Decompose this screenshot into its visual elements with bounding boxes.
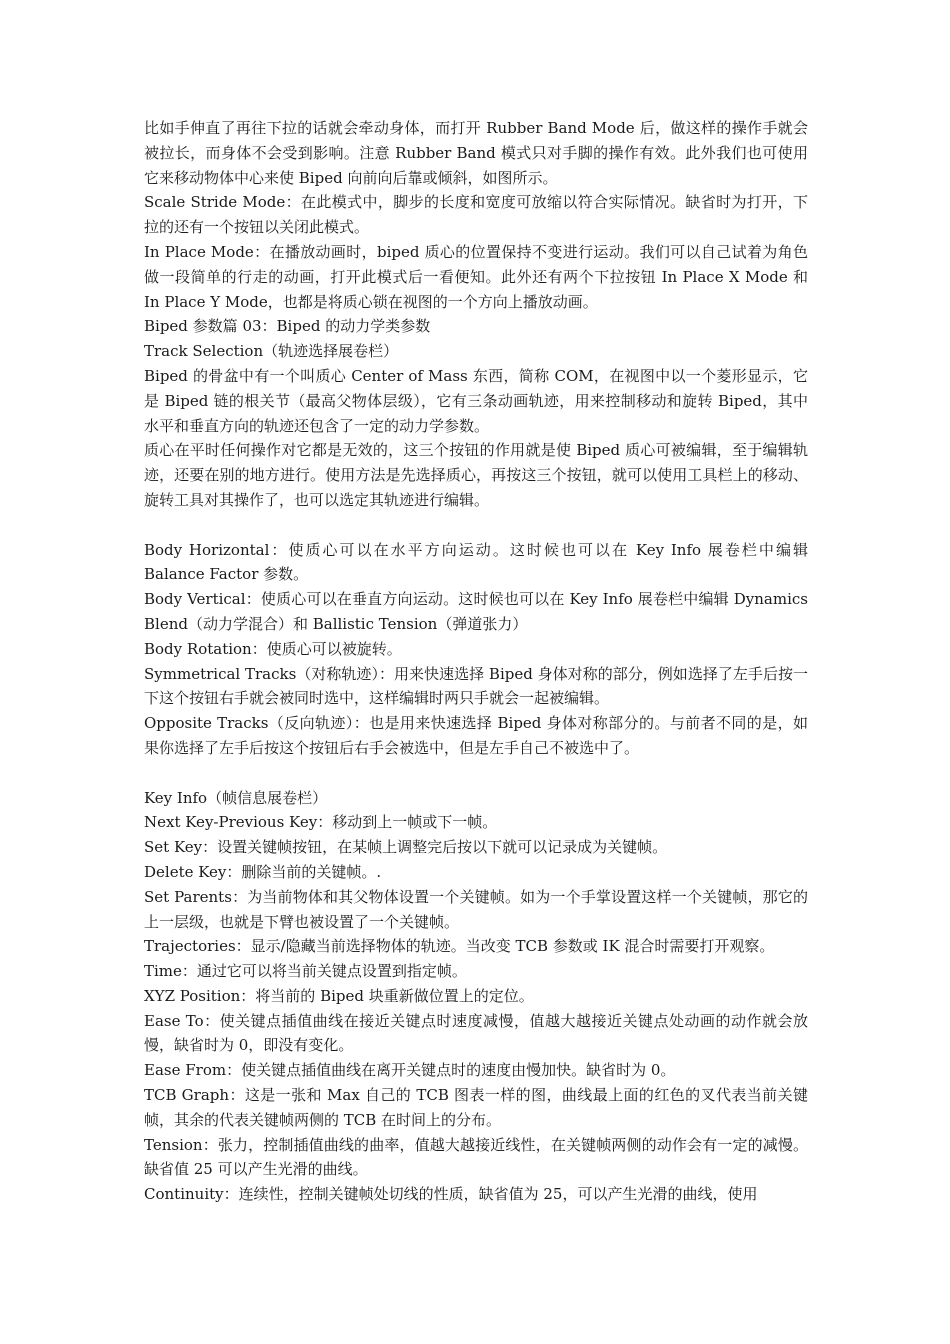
paragraph-symmetrical-tracks: Symmetrical Tracks（对称轨迹）：用来快速选择 Biped 身体对称的部分，例如选择了左手后按一下这个按钮右手就会被同时选中，这样编辑时两只手就会一起被编辑。 (144, 664, 808, 708)
paragraph-scale-stride-mode: Scale Stride Mode：在此模式中，脚步的长度和宽度可放缩以符合实际情况。缺省时为打开，下拉的还有一个按钮以关闭此模式。 (144, 193, 808, 237)
paragraph-ease-from: Ease From：使关键点插值曲线在离开关键点时的速度由慢加快。缺省时为 0。 (144, 1061, 676, 1080)
paragraph-body-rotation: Body Rotation：使质心可以被旋转。 (144, 639, 402, 658)
section-heading-biped-params-03: Biped 参数篇 03：Biped 的动力学类参数 (144, 317, 431, 336)
paragraph-time: Time：通过它可以将当前关键点设置到指定帧。 (144, 962, 467, 981)
document-body (144, 116, 808, 1207)
paragraph-xyz-position: XYZ Position：将当前的 Biped 块重新做位置上的定位。 (144, 986, 534, 1005)
blank-line (144, 513, 808, 538)
paragraph-rubber-band: 比如手伸直了再往下拉的话就会牵动身体，而打开 Rubber Band Mode 后，做这样的操作手就会被拉长，而身体不会受到影响。注意 Rubber Band 模式只对手脚的操作有效。此外我们也可使用它来移动物体中心来使 Biped 向前向后靠或倾斜，如图所示。 (144, 119, 808, 187)
section-heading-key-info: Key Info（帧信息展卷栏） (144, 788, 328, 807)
paragraph-next-previous-key: Next Key-Previous Key：移动到上一帧或下一帧。 (144, 813, 498, 832)
section-heading-track-selection: Track Selection（轨迹选择展卷栏） (144, 342, 399, 361)
paragraph-center-of-mass: Biped 的骨盆中有一个叫质心 Center of Mass 东西，简称 COM，在视图中以一个菱形显示，它是 Biped 链的根关节（最高父物体层级），它有三条动画轨迹，用来控制移动和旋转 Biped，其中水平和垂直方向的轨迹还包含了一定的动力学参数。 (144, 366, 808, 435)
paragraph-continuity: Continuity：连续性，控制关键帧处切线的性质，缺省值为 25，可以产生光滑的曲线，使用 (144, 1185, 758, 1204)
paragraph-body-horizontal: Body Horizontal：使质心可以在水平方向运动。这时候也可以在 Key Info 展卷栏中编辑 Balance Factor 参数。 (144, 540, 808, 584)
paragraph-delete-key: Delete Key：删除当前的关键帧。. (144, 862, 382, 881)
paragraph-set-key: Set Key：设置关键帧按钮，在某帧上调整完后按以下就可以记录成为关键帧。 (144, 838, 668, 857)
paragraph-com-buttons: 质心在平时任何操作对它都是无效的，这三个按钮的作用就是使 Biped 质心可被编辑，至于编辑轨迹，还要在别的地方进行。使用方法是先选择质心，再按这三个按钮，就可以使用工具栏上的移动、旋转工具对其操作了，也可以选定其轨迹进行编辑。 (144, 441, 808, 509)
paragraph-trajectories: Trajectories：显示/隐藏当前选择物体的轨迹。当改变 TCB 参数或 IK 混合时需要打开观察。 (144, 937, 775, 956)
paragraph-tension: Tension：张力，控制插值曲线的曲率，值越大越接近线性，在关键帧两侧的动作会有一定的减慢。缺省值 25 可以产生光滑的曲线。 (144, 1135, 808, 1179)
paragraph-set-parents: Set Parents：为当前物体和其父物体设置一个关键帧。如为一个手掌设置这样一个关键帧，那它的上一层级，也就是下臂也被设置了一个关键帧。 (144, 887, 808, 931)
paragraph-in-place-mode: In Place Mode：在播放动画时，biped 质心的位置保持不变进行运动。我们可以自己试着为角色做一段简单的行走的动画，打开此模式后一看便知。此外还有两个下拉按钮 In Place X Mode 和 In Place Y Mode，也都是将质心锁在视图的一个方向上播放动画。 (144, 242, 808, 311)
paragraph-opposite-tracks: Opposite Tracks（反向轨迹）：也是用来快速选择 Biped 身体对称部分的。与前者不同的是，如果你选择了左手后按这个按钮后右手会被选中，但是左手自己不被选中了。 (144, 714, 808, 757)
paragraph-ease-to: Ease To：使关键点插值曲线在接近关键点时速度减慢，值越大越接近关键点处动画的动作就会放慢，缺省时为 0，即没有变化。 (144, 1011, 808, 1055)
paragraph-tcb-graph: TCB Graph：这是一张和 Max 自己的 TCB 图表一样的图，曲线最上面的红色的叉代表当前关键帧，其余的代表关键帧两侧的 TCB 在时间上的分布。 (144, 1086, 808, 1129)
blank-line (144, 761, 808, 786)
paragraph-body-vertical: Body Vertical：使质心可以在垂直方向运动。这时候也可以在 Key Info 展卷栏中编辑 Dynamics Blend（动力学混合）和 Ballistic Tension（弹道张力） (144, 590, 808, 633)
